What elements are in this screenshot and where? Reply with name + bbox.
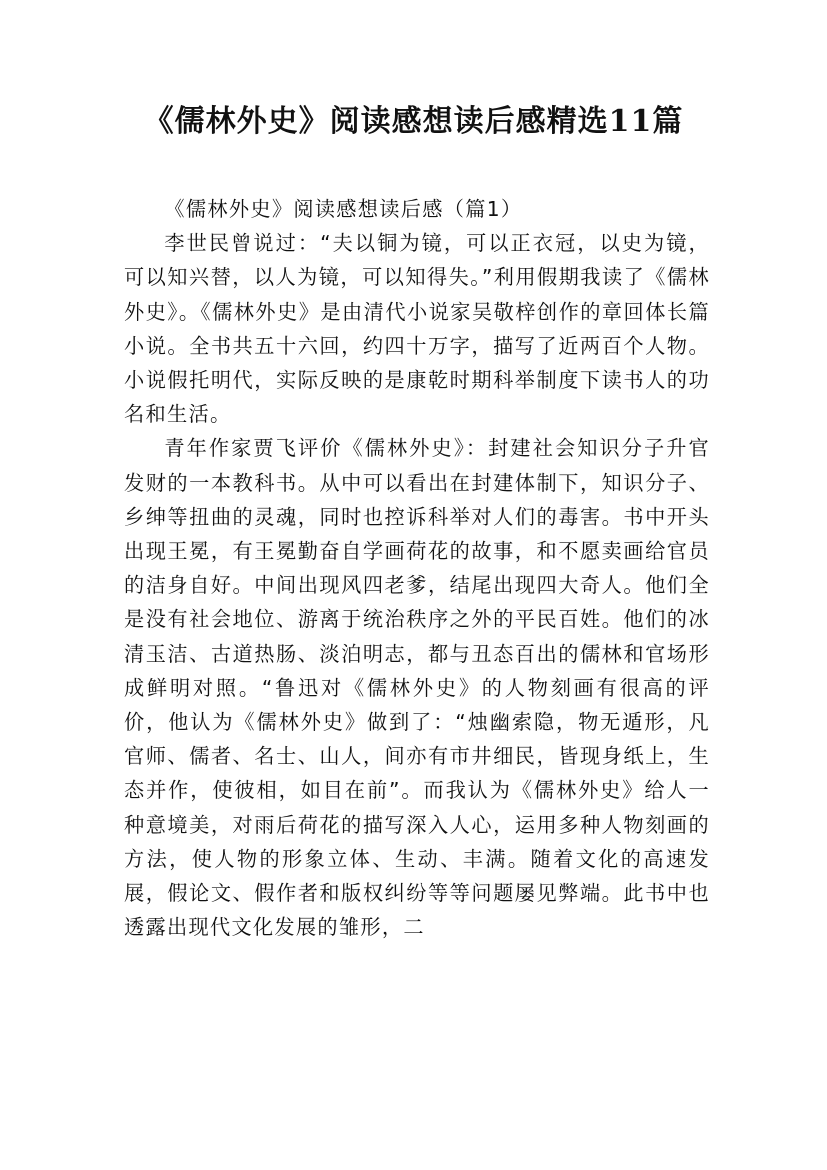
body-paragraph: 青年作家贾飞评价《儒林外史》：封建社会知识分子升官发财的一本教科书。从中可以看出在封建体制下，知识分子、乡绅等扭曲的灵魂，同时也控诉科举对人们的毒害。书中开头出现王冕，有王冕勤奋自学画荷花的故事，和不愿卖画给官员的洁身自好。中间出现风四老爹，结尾出现四大奇人。他们全是没有社会地位、游离于统治秩序之外的平民百姓。他们的冰清玉洁、古道热肠、淡泊明志，都与丑态百出的儒林和官场形成鲜明对照。“鲁迅对《儒林外史》的人物刻画有很高的评价，他认为《儒林外史》做到了：“烛幽索隐，物无遁形，凡官师、儒者、名士、山人，间亦有市井细民，皆现身纸上，生态并作，使彼相，如目在前”。而我认为《儒林外史》给人一种意境美，对雨后荷花的描写深入人心，运用多种人物刻画的方法，使人物的形象立体、生动、丰满。随着文化的高速发展，假论文、假作者和版权纠纷等等问题屡见弊端。此书中也透露出现代文化发展的雏形，二: [124, 436, 710, 940]
document-title: 《儒林外史》阅读感想读后感精选11篇: [143, 104, 684, 139]
body-paragraph: 李世民曾说过：“夫以铜为镜，可以正衣冠，以史为镜，可以知兴替，以人为镜，可以知得失。”利用假期我读了《儒林外史》。《儒林外史》是由清代小说家吴敬梓创作的章回体长篇小说。全书共五十六回，约四十万字，描写了近两百个人物。小说假托明代，实际反映的是康乾时期科举制度下读书人的功名和生活。: [124, 231, 710, 427]
section-heading: 《儒林外史》阅读感想读后感（篇1）: [164, 197, 523, 221]
document-body: [124, 192, 710, 944]
